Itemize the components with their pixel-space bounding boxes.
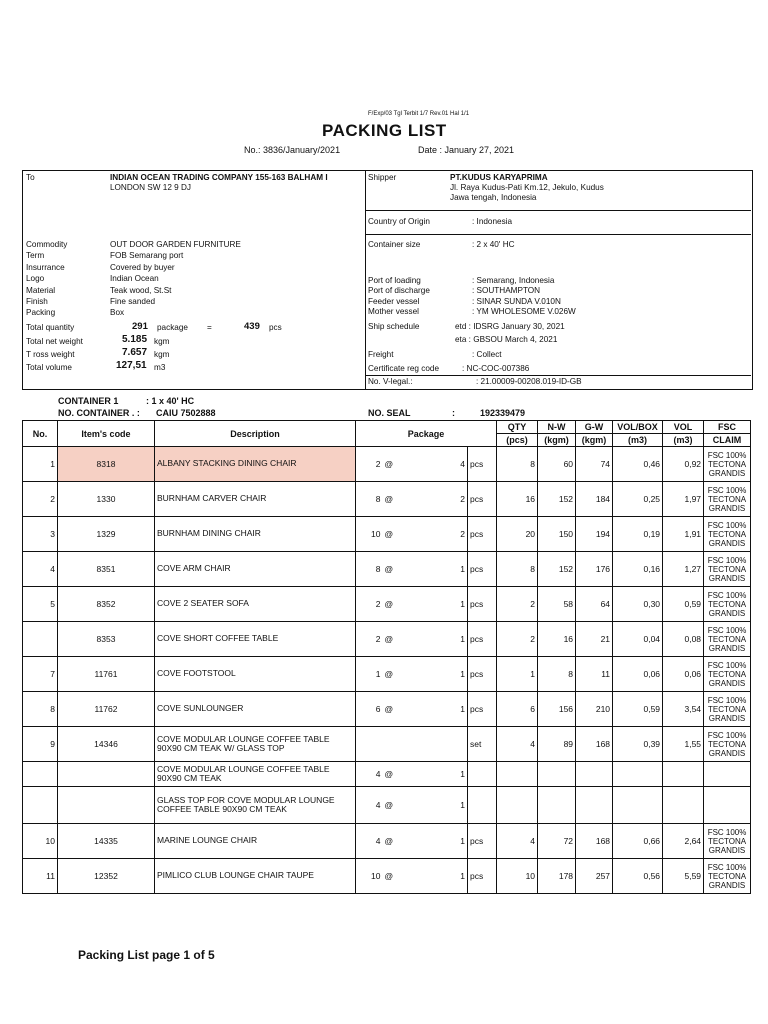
row-no: 5 [23, 587, 58, 622]
at-sign: @ [383, 692, 420, 727]
gw-value: 194 [576, 517, 613, 552]
col-no: No. [23, 421, 58, 447]
total-pcs-value: 439 [244, 321, 260, 332]
item-code: 11761 [58, 657, 155, 692]
package-count: 8 [356, 552, 383, 587]
gross-weight-unit: kgm [154, 350, 170, 359]
per-package: 1 [420, 657, 468, 692]
table-row [23, 657, 751, 692]
net-weight-unit: kgm [154, 337, 170, 346]
table-row [23, 517, 751, 552]
fsc-claim: FSC 100% TECTONA GRANDIS [704, 824, 751, 859]
col-volbox: VOL/BOX [613, 421, 663, 434]
at-sign: @ [383, 517, 420, 552]
gw-value: 184 [576, 482, 613, 517]
table-row [23, 727, 751, 762]
package-unit: pcs [468, 482, 497, 517]
nw-value: 152 [538, 482, 576, 517]
at-sign: @ [383, 657, 420, 692]
package-count: 10 [356, 859, 383, 894]
package-unit: pcs [468, 622, 497, 657]
package-count: 2 [356, 587, 383, 622]
item-description: COVE SHORT COFFEE TABLE [155, 622, 356, 657]
per-package: 1 [420, 859, 468, 894]
vol-value: 1,55 [663, 727, 704, 762]
table-row [23, 447, 751, 482]
col-gw: G-W [576, 421, 613, 434]
certificate-value: : NC-COC-007386 [462, 364, 530, 373]
per-package: 1 [420, 587, 468, 622]
qty-value: 4 [497, 824, 538, 859]
per-package: 1 [420, 622, 468, 657]
document-date: Date : January 27, 2021 [418, 145, 515, 155]
freight-value: : Collect [472, 350, 502, 359]
nw-value: 156 [538, 692, 576, 727]
item-code: 8318 [58, 447, 155, 482]
vlegal-value: : 21.00009-00208.019-ID-GB [476, 377, 582, 386]
vol-value: 2,64 [663, 824, 704, 859]
at-sign: @ [383, 482, 420, 517]
per-package: 1 [420, 762, 468, 787]
package-count: 2 [356, 447, 383, 482]
package-count: 10 [356, 517, 383, 552]
gross-weight-label: T ross weight [26, 350, 75, 359]
item-description: BURNHAM CARVER CHAIR [155, 482, 356, 517]
ship-schedule-label: Ship schedule [368, 322, 420, 331]
qty-value: 1 [497, 657, 538, 692]
total-volume-value: 127,51 [116, 360, 147, 371]
qty-value [497, 762, 538, 787]
nw-value: 178 [538, 859, 576, 894]
col-vol: VOL [663, 421, 704, 434]
gw-value: 64 [576, 587, 613, 622]
to-label: To [26, 173, 35, 182]
table-row [23, 859, 751, 894]
package-unit: pcs [468, 517, 497, 552]
row-no: 10 [23, 824, 58, 859]
fsc-claim: FSC 100% TECTONA GRANDIS [704, 657, 751, 692]
item-code [58, 787, 155, 824]
container-no-value: CAIU 7502888 [156, 408, 216, 418]
qty-value: 4 [497, 727, 538, 762]
col-qty-unit: (pcs) [497, 434, 538, 447]
gross-weight-value: 7.657 [122, 347, 148, 358]
table-row [23, 824, 751, 859]
qty-value: 6 [497, 692, 538, 727]
shipper-address-1: Jl. Raya Kudus-Pati Km.12, Jekulo, Kudus [450, 183, 604, 192]
item-code: 8351 [58, 552, 155, 587]
equals-sign: = [207, 323, 212, 332]
package-count: 2 [356, 622, 383, 657]
volbox-value: 0,66 [613, 824, 663, 859]
package-unit: set [468, 727, 497, 762]
volbox-value: 0,46 [613, 447, 663, 482]
package-unit: pcs [468, 824, 497, 859]
table-row [23, 692, 751, 727]
shipper-label: Shipper [368, 173, 397, 182]
fsc-claim: FSC 100% TECTONA GRANDIS [704, 482, 751, 517]
freight-label: Freight [368, 350, 394, 359]
gw-value: 74 [576, 447, 613, 482]
vol-value: 5,59 [663, 859, 704, 894]
fsc-claim: FSC 100% TECTONA GRANDIS [704, 552, 751, 587]
item-code: 12352 [58, 859, 155, 894]
volbox-value: 0,59 [613, 692, 663, 727]
container-label: CONTAINER 1 [58, 396, 119, 406]
item-code: 1330 [58, 482, 155, 517]
fsc-claim: FSC 100% TECTONA GRANDIS [704, 587, 751, 622]
col-description: Description [155, 421, 356, 447]
etd-value: etd : IDSRG January 30, 2021 [455, 322, 565, 331]
volbox-value: 0,19 [613, 517, 663, 552]
row-no: 4 [23, 552, 58, 587]
at-sign: @ [383, 787, 420, 824]
at-sign: @ [383, 824, 420, 859]
vol-value: 0,08 [663, 622, 704, 657]
shipper-name: PT.KUDUS KARYAPRIMA [450, 173, 548, 182]
col-item-code: Item's code [58, 421, 155, 447]
item-description: MARINE LOUNGE CHAIR [155, 824, 356, 859]
item-description: COVE SUNLOUNGER [155, 692, 356, 727]
vol-value: 0,92 [663, 447, 704, 482]
total-volume-unit: m3 [154, 363, 166, 372]
table-row [23, 787, 751, 824]
vol-value: 0,59 [663, 587, 704, 622]
gw-value: 168 [576, 824, 613, 859]
container-no-label: NO. CONTAINER . : [58, 408, 140, 418]
volbox-value [613, 787, 663, 824]
table-row [23, 762, 751, 787]
table-row [23, 587, 751, 622]
col-vol-unit: (m3) [663, 434, 704, 447]
fsc-claim [704, 762, 751, 787]
row-no [23, 762, 58, 787]
per-package: 2 [420, 482, 468, 517]
qty-value: 10 [497, 859, 538, 894]
commodity-values: OUT DOOR GARDEN FURNITURE FOB Semarang port Covered by buyer Indian Ocean Teak wood, St.St Fine sanded Box [110, 240, 241, 318]
per-package: 1 [420, 787, 468, 824]
at-sign: @ [383, 552, 420, 587]
fsc-claim: FSC 100% TECTONA GRANDIS [704, 447, 751, 482]
col-fsc-sub: CLAIM [704, 434, 751, 447]
container-value: : 1 x 40' HC [146, 396, 195, 406]
fsc-claim: FSC 100% TECTONA GRANDIS [704, 727, 751, 762]
row-no: 2 [23, 482, 58, 517]
col-package: Package [356, 421, 497, 447]
net-weight-label: Total net weight [26, 337, 83, 346]
qty-value [497, 787, 538, 824]
fsc-claim: FSC 100% TECTONA GRANDIS [704, 622, 751, 657]
eta-value: eta : GBSOU March 4, 2021 [455, 335, 558, 344]
gw-value [576, 762, 613, 787]
table-row [23, 552, 751, 587]
vol-value: 0,06 [663, 657, 704, 692]
vol-value: 1,91 [663, 517, 704, 552]
item-description: COVE FOOTSTOOL [155, 657, 356, 692]
container-size-label: Container size [368, 240, 421, 249]
total-volume-label: Total volume [26, 363, 72, 372]
document-code: F/Exp/03 Tgl Terbit 1/7 Rev.01 Hal 1/1 [368, 111, 470, 117]
page-footer: Packing List page 1 of 5 [78, 948, 215, 962]
item-code: 8353 [58, 622, 155, 657]
nw-value: 16 [538, 622, 576, 657]
qty-value: 20 [497, 517, 538, 552]
row-no: 1 [23, 447, 58, 482]
nw-value: 150 [538, 517, 576, 552]
total-pcs-unit: pcs [269, 323, 282, 332]
item-description: COVE MODULAR LOUNGE COFFEE TABLE 90X90 CM TEAK W/ GLASS TOP [155, 727, 356, 762]
item-description: COVE 2 SEATER SOFA [155, 587, 356, 622]
commodity-labels: Commodity Term Insurrance Logo Material Finish Packing [26, 240, 68, 318]
gw-value: 210 [576, 692, 613, 727]
vol-value: 1,97 [663, 482, 704, 517]
package-unit [468, 762, 497, 787]
nw-value: 72 [538, 824, 576, 859]
container-size-value: : 2 x 40' HC [472, 240, 515, 249]
fsc-claim [704, 787, 751, 824]
item-code: 14335 [58, 824, 155, 859]
vol-value [663, 787, 704, 824]
gw-value: 176 [576, 552, 613, 587]
item-code: 1329 [58, 517, 155, 552]
package-count: 4 [356, 824, 383, 859]
nw-value: 60 [538, 447, 576, 482]
per-package: 1 [420, 692, 468, 727]
package-unit: pcs [468, 552, 497, 587]
col-gw-unit: (kgm) [576, 434, 613, 447]
volbox-value: 0,04 [613, 622, 663, 657]
row-no [23, 787, 58, 824]
seal-label: NO. SEAL [368, 408, 411, 418]
item-code: 8352 [58, 587, 155, 622]
nw-value: 152 [538, 552, 576, 587]
nw-value: 8 [538, 657, 576, 692]
origin-value: : Indonesia [472, 217, 513, 226]
shipping-values: : Semarang, Indonesia : SOUTHAMPTON : SINAR SUNDA V.010N : YM WHOLESOME V.026W [472, 276, 576, 316]
at-sign: @ [383, 447, 420, 482]
gw-value: 168 [576, 727, 613, 762]
per-package [420, 727, 468, 762]
total-quantity-label: Total quantity [26, 323, 75, 332]
nw-value: 89 [538, 727, 576, 762]
net-weight-value: 5.185 [122, 334, 148, 345]
shipping-labels: Port of loading Port of discharge Feeder vessel Mother vessel [368, 276, 430, 316]
nw-value [538, 787, 576, 824]
package-unit: pcs [468, 447, 497, 482]
origin-label: Country of Origin [368, 217, 430, 226]
seal-colon: : [452, 408, 455, 418]
package-count: 4 [356, 787, 383, 824]
per-package: 1 [420, 824, 468, 859]
item-code: 14346 [58, 727, 155, 762]
fsc-claim: FSC 100% TECTONA GRANDIS [704, 859, 751, 894]
col-nw-unit: (kgm) [538, 434, 576, 447]
volbox-value: 0,16 [613, 552, 663, 587]
row-no: 8 [23, 692, 58, 727]
nw-value [538, 762, 576, 787]
per-package: 1 [420, 552, 468, 587]
item-description: BURNHAM DINING CHAIR [155, 517, 356, 552]
total-quantity-value: 291 [132, 321, 148, 332]
certificate-label: Certificate reg code [368, 364, 439, 373]
volbox-value: 0,30 [613, 587, 663, 622]
package-count: 6 [356, 692, 383, 727]
vol-value: 3,54 [663, 692, 704, 727]
col-nw: N-W [538, 421, 576, 434]
package-count: 1 [356, 657, 383, 692]
volbox-value: 0,06 [613, 657, 663, 692]
per-package: 4 [420, 447, 468, 482]
package-unit: pcs [468, 587, 497, 622]
items-table [22, 420, 751, 894]
package-unit: pcs [468, 692, 497, 727]
table-row [23, 482, 751, 517]
package-unit: pcs [468, 859, 497, 894]
col-volbox-unit: (m3) [613, 434, 663, 447]
col-fsc: FSC [704, 421, 751, 434]
gw-value: 21 [576, 622, 613, 657]
volbox-value [613, 762, 663, 787]
volbox-value: 0,39 [613, 727, 663, 762]
fsc-claim: FSC 100% TECTONA GRANDIS [704, 517, 751, 552]
consignee-name: INDIAN OCEAN TRADING COMPANY 155-163 BALHAM I [110, 173, 328, 182]
item-description: PIMLICO CLUB LOUNGE CHAIR TAUPE [155, 859, 356, 894]
at-sign: @ [383, 859, 420, 894]
row-no: 9 [23, 727, 58, 762]
qty-value: 8 [497, 447, 538, 482]
row-no: 7 [23, 657, 58, 692]
package-count: 8 [356, 482, 383, 517]
per-package: 2 [420, 517, 468, 552]
fsc-claim: FSC 100% TECTONA GRANDIS [704, 692, 751, 727]
consignee-city: LONDON SW 12 9 DJ [110, 183, 191, 192]
qty-value: 16 [497, 482, 538, 517]
volbox-value: 0,56 [613, 859, 663, 894]
package-count [356, 727, 383, 762]
volbox-value: 0,25 [613, 482, 663, 517]
gw-value [576, 787, 613, 824]
qty-value: 2 [497, 622, 538, 657]
vlegal-label: No. V-legal.: [368, 377, 413, 386]
item-description: GLASS TOP FOR COVE MODULAR LOUNGE COFFEE TABLE 90X90 CM TEAK [155, 787, 356, 824]
row-no [23, 622, 58, 657]
qty-value: 2 [497, 587, 538, 622]
at-sign: @ [383, 622, 420, 657]
item-description: COVE ARM CHAIR [155, 552, 356, 587]
row-no: 3 [23, 517, 58, 552]
at-sign: @ [383, 587, 420, 622]
at-sign [383, 727, 420, 762]
shipper-address-2: Jawa tengah, Indonesia [450, 193, 537, 202]
seal-value: 192339479 [480, 408, 526, 418]
total-quantity-unit: package [157, 323, 188, 332]
document-number: No.: 3836/January/2021 [244, 145, 341, 155]
item-description: COVE MODULAR LOUNGE COFFEE TABLE 90X90 CM TEAK [155, 762, 356, 787]
nw-value: 58 [538, 587, 576, 622]
package-unit [468, 787, 497, 824]
package-unit: pcs [468, 657, 497, 692]
page-title: PACKING LIST [322, 121, 447, 140]
gw-value: 11 [576, 657, 613, 692]
at-sign: @ [383, 762, 420, 787]
vol-value: 1,27 [663, 552, 704, 587]
item-code: 11762 [58, 692, 155, 727]
table-row [23, 622, 751, 657]
item-code [58, 762, 155, 787]
item-description: ALBANY STACKING DINING CHAIR [155, 447, 356, 482]
package-count: 4 [356, 762, 383, 787]
row-no: 11 [23, 859, 58, 894]
qty-value: 8 [497, 552, 538, 587]
vol-value [663, 762, 704, 787]
col-qty: QTY [497, 421, 538, 434]
gw-value: 257 [576, 859, 613, 894]
